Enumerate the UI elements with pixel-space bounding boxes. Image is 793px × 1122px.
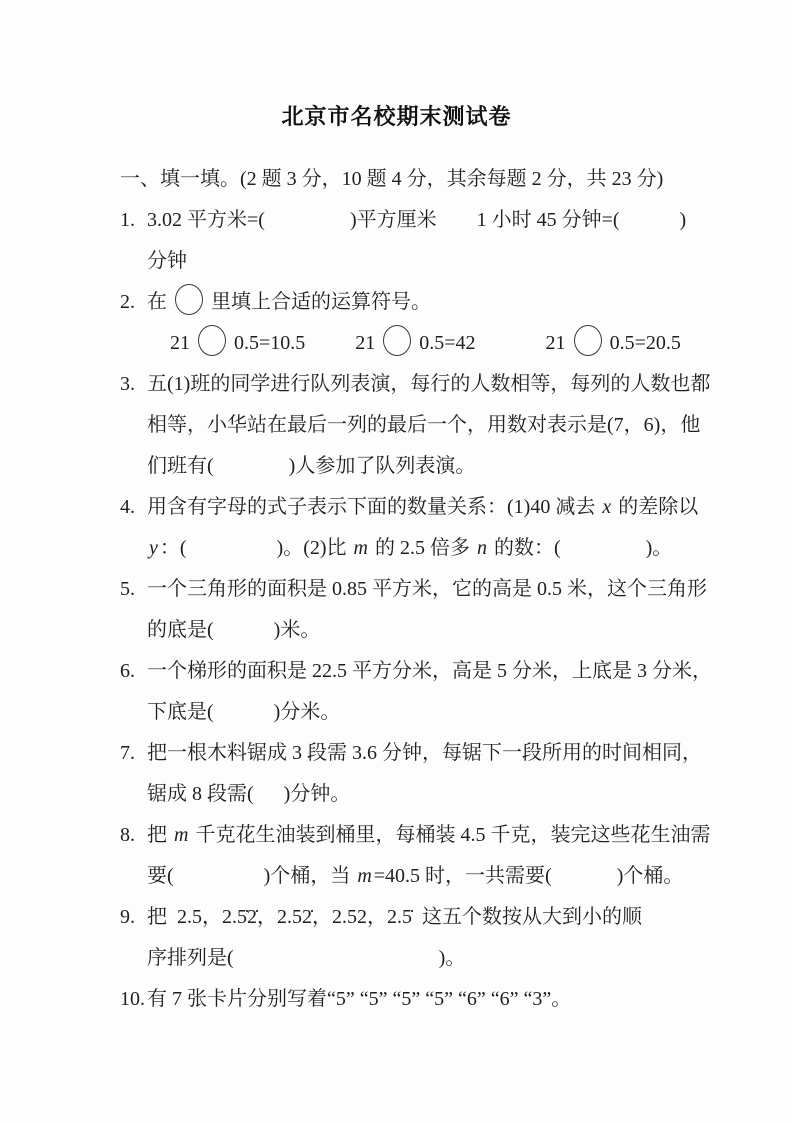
question-number: 4.	[120, 496, 135, 518]
question-line: 21 0.5=10.5 21 0.5=42 21 0.5=20.5	[120, 323, 720, 364]
question-line: 3. 五(1)班的同学进行队列表演，每行的人数相等，每列的人数也都	[120, 364, 720, 405]
question	[120, 815, 720, 897]
question-line: 1. 3.02 平方米=( )平方厘米 1 小时 45 分钟=( )	[120, 200, 720, 241]
questions	[120, 200, 720, 1020]
question-line: 们班有( )人参加了队列表演。	[147, 455, 476, 477]
question	[120, 979, 720, 1020]
question-number: 1.	[120, 209, 135, 231]
exam-content	[120, 159, 720, 1020]
question-line: 2. 在 里填上合适的运算符号。	[120, 282, 720, 323]
question	[120, 651, 720, 733]
operator-circle	[175, 284, 203, 315]
question	[120, 487, 720, 569]
question-line: 的底是( )米。	[147, 619, 321, 641]
section-heading: 一、填一填。(2 题 3 分，10 题 4 分，其余每题 2 分，共 23 分)	[120, 168, 664, 190]
question-line: 9. 把 2.5，2.5̇2̇，2.52̇，2.52，2.5̇ 这五个数按从大到小的顺	[120, 897, 720, 938]
question-line: 5. 一个三角形的面积是 0.85 平方米，它的高是 0.5 米，这个三角形	[120, 569, 720, 610]
question	[120, 897, 720, 979]
question-line: 4. 用含有字母的式子表示下面的数量关系：(1)40 减去 x 的差除以	[120, 487, 720, 528]
question-line: 序排列是( )。	[147, 947, 466, 969]
question-line: 分钟	[147, 250, 187, 272]
question-line: 锯成 8 段需( )分钟。	[147, 783, 351, 805]
question-line: 要( )个桶，当 m =40.5 时，一共需要( )个桶。	[147, 865, 684, 887]
question-line: 6. 一个梯形的面积是 22.5 平方分米，高是 5 分米，上底是 3 分米，	[120, 651, 720, 692]
question-number: 2.	[120, 291, 135, 313]
question	[120, 364, 720, 487]
question-number: 7.	[120, 742, 135, 764]
operator-circle	[198, 325, 226, 356]
question	[120, 200, 720, 282]
operator-circle	[574, 325, 602, 356]
question	[120, 569, 720, 651]
question-line: 10. 有 7 张卡片分别写着“5” “5” “5” “5” “6” “6” “3”。	[120, 979, 720, 1020]
operator-circle	[383, 325, 411, 356]
question-line: 7. 把一根木料锯成 3 段需 3.6 分钟，每锯下一段所用的时间相同，	[120, 733, 720, 774]
question-number: 9.	[120, 906, 135, 928]
question-line: y ：( )。(2)比 m 的 2.5 倍多 n 的数：( )。	[149, 537, 673, 559]
page-title: 北京市名校期末测试卷	[281, 104, 512, 129]
question-line: 下底是( )分米。	[147, 701, 341, 723]
question-number: 5.	[120, 578, 135, 600]
question	[120, 733, 720, 815]
question-number: 8.	[120, 824, 135, 846]
question-number: 3.	[120, 373, 135, 395]
question-number: 10.	[120, 988, 145, 1010]
question-number: 6.	[120, 660, 135, 682]
question-line: 相等，小华站在最后一列的最后一个，用数对表示是(7，6)，他	[147, 414, 701, 436]
question-line: 8. 把 m 千克花生油装到桶里，每桶装 4.5 千克，装完这些花生油需	[120, 815, 720, 856]
question	[120, 282, 720, 364]
